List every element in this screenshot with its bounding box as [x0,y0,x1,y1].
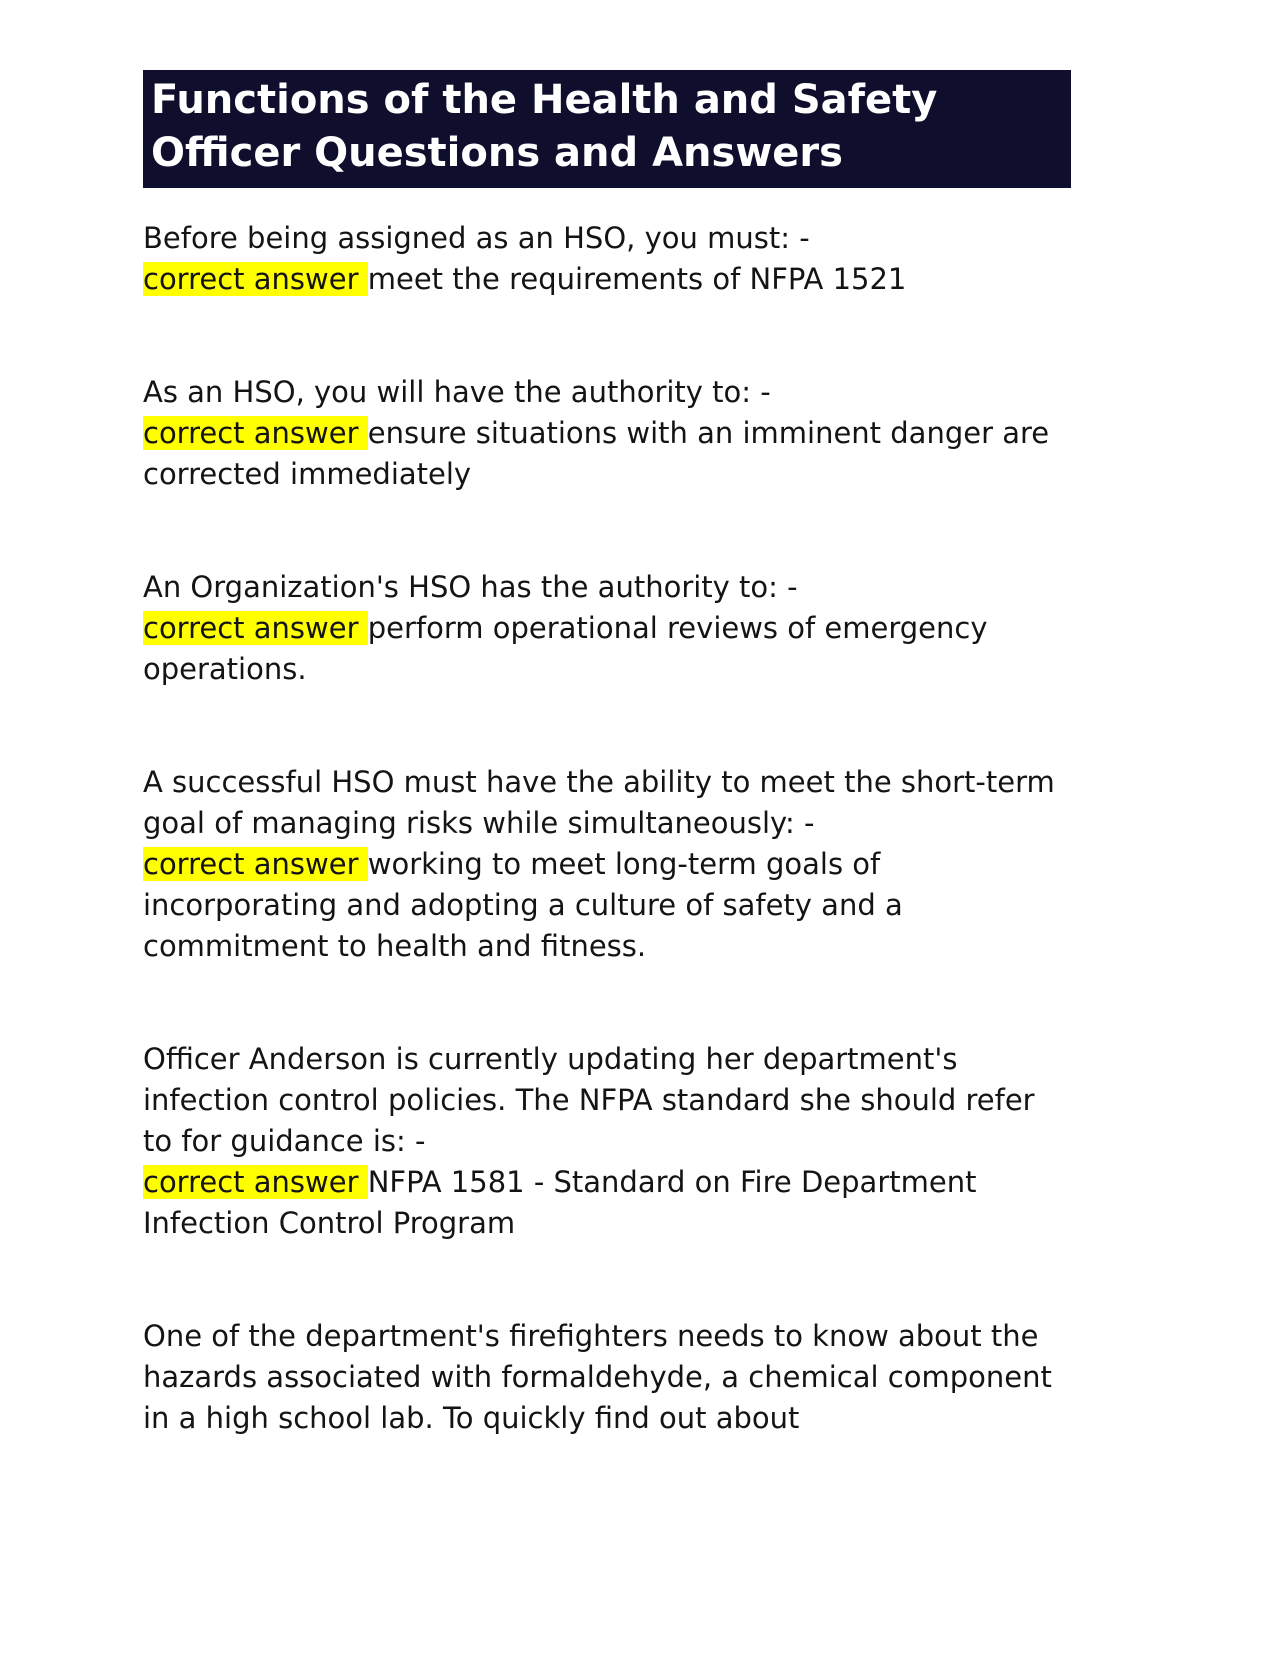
question-text: Officer Anderson is currently updating her department's infection control policies. The NFPA standard she should refer to for guidance is: - [143,1041,1035,1158]
answer-text: NFPA 1581 - Standard on Fire Department Infection Control Program [143,1164,977,1240]
document-title: Functions of the Health and Safety Officer Questions and Answers [143,70,1071,188]
correct-answer-highlight: correct answer [143,415,368,450]
correct-answer-highlight: correct answer [143,1164,368,1199]
qa-item [143,1316,1071,1439]
question-text: Before being assigned as an HSO, you must: - [143,220,810,255]
qa-list [143,218,1071,1439]
answer-text: ensure situations with an imminent danger are corrected immediately [143,415,1050,491]
correct-answer-highlight: correct answer [143,261,368,296]
question-text: A successful HSO must have the ability to meet the short-term goal of managing risks while simultaneously: - [143,764,1055,840]
question-text: An Organization's HSO has the authority to: - [143,569,798,604]
answer-text: meet the requirements of NFPA 1521 [367,261,907,296]
qa-item [143,372,1071,495]
qa-item [143,1039,1071,1244]
question-text: As an HSO, you will have the authority to: - [143,374,771,409]
answer-text: working to meet long-term goals of incorporating and adopting a culture of safety and a commitment to health and fitness. [143,846,903,963]
qa-item [143,762,1071,967]
qa-item [143,567,1071,690]
answer-text: perform operational reviews of emergency operations. [143,610,988,686]
correct-answer-highlight: correct answer [143,846,368,881]
question-text: One of the department's firefighters needs to know about the hazards associated with formaldehyde, a chemical component in a high school lab. To quickly find out about [143,1318,1052,1435]
qa-item [143,218,1071,300]
correct-answer-highlight: correct answer [143,610,368,645]
